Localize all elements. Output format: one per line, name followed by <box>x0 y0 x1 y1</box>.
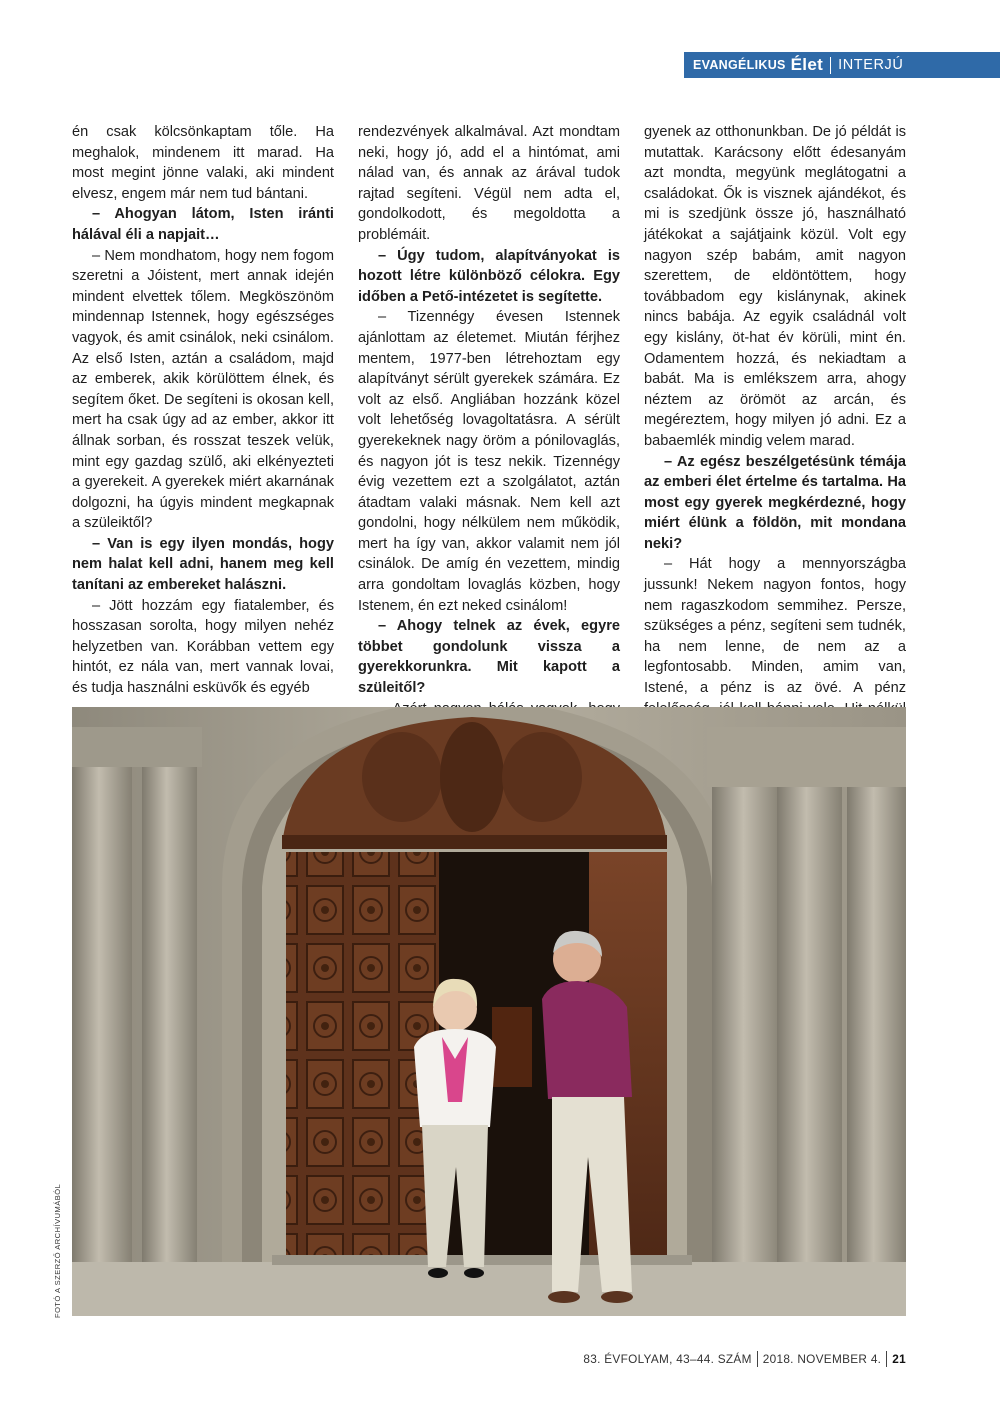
footer-divider <box>757 1351 758 1367</box>
section-header <box>684 52 1000 78</box>
article-paragraph: rendezvények alkalmával. Azt mondtam neki, hogy jó, add el a hintómat, ami nálad van, és annak az árával tudok rajtad segíteni. Végül nem adta el, gondolkodott, és megoldotta a problémáit. <box>358 124 620 243</box>
article-paragraph: – Jött hozzám egy fiatalember, és hosszasan sorolta, hogy milyen nehéz helyzetben van. Korábban vettem egy hintót, ez nála van, mert vannak lovai, és tudja használni esküvők és egyéb <box>72 597 334 697</box>
magazine-prefix: EVANGÉLIKUS <box>693 58 786 72</box>
article-paragraph: – Tizennégy évesen Istennek ajánlottam az életemet. Miután férjhez mentem, 1977-ben létrehoztam egy alapítványt sérült gyerekek számára. Ez volt az első. Angliában hozzánk közel volt lehetőség lovagoltatásra. A sérült gyerekeknek nagy öröm a pónilovaglás, és nagyon jót is tesz nekik. Tizennégy évig vezettem ezt a szolgálatot, aztán átadtam valaki másnak. Nem kell azt gondolni, hogy nélkülem nem működik, mert ha így van, akkor valamit nem jól csinálok. De amíg én vezettem, mindig arra gondoltam lovaglás közben, hogy Istenem, én ezt neked csinálom! <box>358 309 620 614</box>
interview-question: – Úgy tudom, alapítványokat is hozott létre különböző célokra. Egy időben a Pető-intézetet is segítette. <box>358 247 620 305</box>
page-number: 21 <box>892 1352 906 1366</box>
section-label: INTERJÚ <box>838 57 904 73</box>
text-column-1 <box>72 122 334 699</box>
header-divider <box>830 57 831 74</box>
interview-question: – Az egész beszélgetésünk témája az emberi élet értelme és tartalma. Ha most egy gyerek megkérdezné, hogy miért élünk a földön, mit mondana neki? <box>644 453 906 552</box>
issue-date: 2018. NOVEMBER 4. <box>762 1352 882 1366</box>
issue-volume: 83. ÉVFOLYAM, 43–44. SZÁM <box>583 1352 752 1366</box>
page-footer <box>583 1350 906 1368</box>
footer-divider <box>886 1351 887 1367</box>
article-paragraph: – Nem mondhatom, hogy nem fogom szeretni a Jóistent, mert annak idején mindent elvettek tőlem. Megköszönöm mindennap Istennek, hogy egészséges vagyok, és amit csinálok, neki csinálom. Az első Isten, aztán a családom, majd az emberek, akik körülöttem élnek, és segítem őket. De segíteni is okosan kell, mert ha csak úgy ad az ember, akkor itt állnak sorban, és rosszat teszek velük, mint egy gazdag szülő, aki elkényezteti a gyerekeit. A gyerekek miért akarnának dolgozni, ha úgyis mindent megkapnak a szüleiktől? <box>72 247 334 532</box>
interview-question: – Ahogy telnek az évek, egyre többet gondolunk vissza a gyerekkorunkra. Mit kapott a szüleitől? <box>358 618 620 697</box>
interview-question: – Ahogyan látom, Isten iránti hálával éli a napjait… <box>72 206 334 243</box>
interview-question: – Van is egy ilyen mondás, hogy nem halat kell adni, hanem meg kell tanítani az embereket halászni. <box>72 535 334 594</box>
magazine-name: Élet <box>790 55 824 74</box>
article-photo <box>72 707 906 1316</box>
article-paragraph: én csak kölcsönkaptam tőle. Ha meghalok, mindenem itt marad. Ha most megint jönne valaki, aki mindent elvesz, engem már nem tud bántani. <box>72 124 334 202</box>
text-column-2 <box>358 122 620 740</box>
church-portal-photo <box>72 707 906 1316</box>
article-paragraph: gyenek az otthonunkban. De jó példát is mutattak. Karácsony előtt édesanyám azt mondta, megyünk meglátogatni a családokat. Ők is visznek ajándékot, és mi is szedjünk össze jó, használható játékokat a sajátjaink közül. Volt egy nagyon szép babám, amit nagyon szerettem, de eldöntöttem, hogy továbbadom egy kislánynak, akinek nincs babája. Az egyik családnál volt egy kislány, öt-hat év körüli, mint én. Odamentem hozzá, és nekiadtam a babát. Ma is emlékszem arra, ahogy néztem az örömöt az arcán, és megéreztem, hogy milyen jó adni. Ez a babaemlék mindig velem marad. <box>644 124 906 449</box>
article-paragraph: – Hát hogy a mennyországba jussunk! Nekem nagyon fontos, hogy nem ragaszkodom semmihez. Persze, szükséges a pénz, segíteni sem tudnék, ha nem lenne, de nem az a legfontosabb. Minden, amim van, Istené, a pénz is az övé. A pénz <box>644 556 906 697</box>
photo-credit: FOTÓ A SZERZŐ ARCHÍVUMÁBÓL <box>53 1183 62 1318</box>
text-column-3 <box>644 122 906 761</box>
